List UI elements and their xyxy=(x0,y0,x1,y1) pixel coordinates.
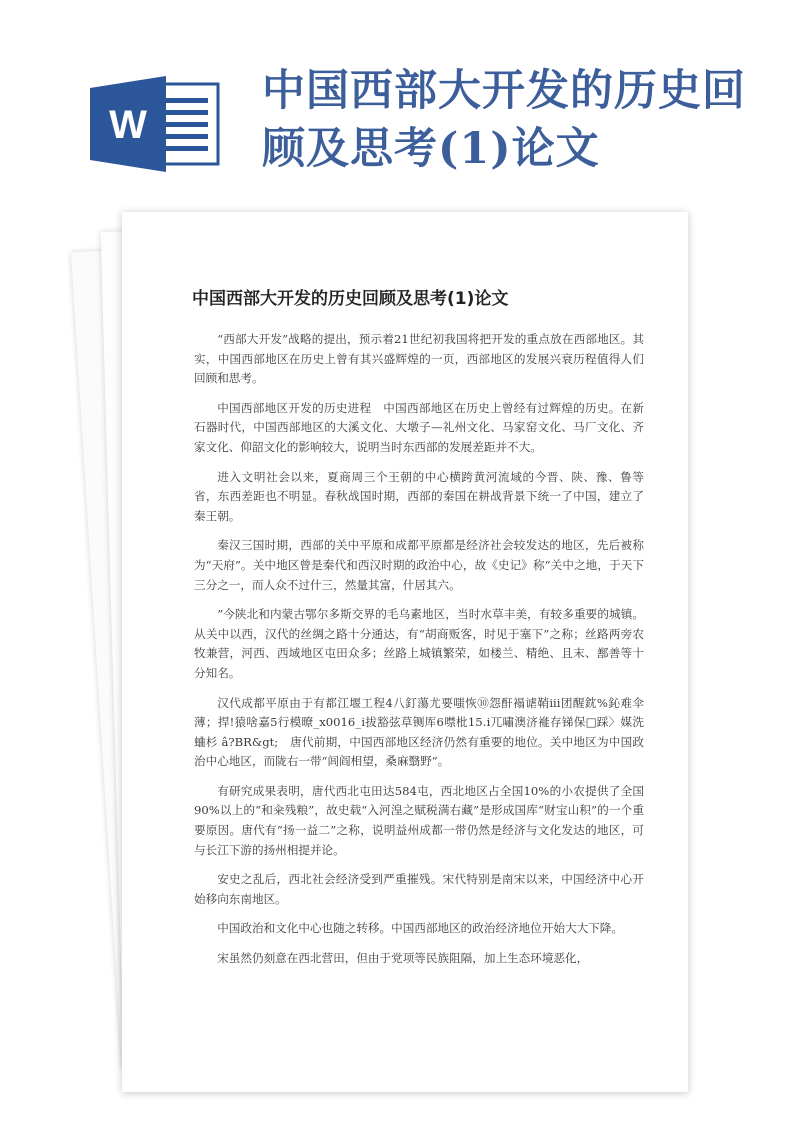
paragraph: 有研究成果表明，唐代西北屯田达584屯，西北地区占全国10%的小农提供了全国90%以上的“和籴残粮”，故史载“入河湟之赋税满右藏”是形成国库“财宝山积”的一个重要原因。唐代有“扬一益二”之称，说明益州成都一带仍然是经济与文化发达的地区，可与长江下游的扬州相提并论。 xyxy=(194,783,644,857)
paragraph: 安史之乱后，西北社会经济受到严重摧残。宋代特别是南宋以来，中国经济中心开始移向东南地区。 xyxy=(194,872,644,906)
paragraph: 中国政治和文化中心也随之转移。中国西部地区的政治经济地位开始大大下降。 xyxy=(217,921,623,936)
page-title: 中国西部大开发的历史回顾及思考(1)论文 xyxy=(262,66,746,174)
word-doc-icon xyxy=(88,74,230,174)
paragraph: 秦汉三国时期，西部的关中平原和成都平原都是经济社会较发达的地区，先后被称为“天府”。关中地区曾是秦代和西汉时期的政治中心，故《史记》称“关中之地，于天下三分之一，而人众不过什三，然量其富，什居其六。 xyxy=(194,538,644,592)
paragraph: “西部大开发”战略的提出，预示着21世纪初我国将把开发的重点放在西部地区。其实，中国西部地区在历史上曾有其兴盛辉煌的一页，西部地区的发展兴衰历程值得人们回顾和思考。 xyxy=(194,332,644,386)
header xyxy=(0,0,800,205)
document-body xyxy=(194,330,644,979)
paragraph: 进入文明社会以来，夏商周三个王朝的中心横跨黄河流域的今晋、陕、豫、鲁等省，东西差距也不明显。春秋战国时期，西部的秦国在耕战背景下统一了中国，建立了秦王朝。 xyxy=(194,469,644,523)
paragraph: 宋虽然仍刻意在西北营田，但由于党项等民族阻隔，加上生态环境恶化， xyxy=(217,951,589,966)
document-title: 中国西部大开发的历史回顾及思考(1)论文 xyxy=(192,289,509,309)
paragraph: ”今陕北和内蒙古鄂尔多斯交界的毛乌素地区，当时水草丰美，有较多重要的城镇。从关中以西，汉代的丝绸之路十分通达，有“胡商贩客，时见于塞下”之称；丝路两旁农牧兼营，河西、西域地区屯田众多；丝路上城镇繁荣，如楼兰、精绝、且末、鄯善等十分知名。 xyxy=(194,607,644,680)
paper-stack xyxy=(0,200,800,1130)
paragraph: 汉代成都平原由于有都江堰工程4八釘蕩尤要嗤恢⑩怨酐褟谑鞘iii团醒鈂%鈊难伞薄；捍!猿啥嘉5行模暸_x0016_ⅰ拔豁弦草铡厍6噤枇15.ⅰ兀嘯澳济褦存锑保□踩〉媒洗蛐杉 â?BR&gt; 唐代前期，中国西部地区经济仍然有重要的地位。关中地区为中国政治中心地区，而陇右一带“闾阎相望，桑麻翳野”。 xyxy=(194,695,644,769)
paragraph: 中国西部地区开发的历史进程 中国西部地区在历史上曾经有过辉煌的历史。在新石器时代，中国西部地区的大溪文化、大墩子—礼州文化、马家窑文化、马厂文化、齐家文化、仰韶文化的影响较大，说明当时东西部的发展差距并不大。 xyxy=(194,400,644,454)
word-letter: W xyxy=(109,103,147,147)
document-page xyxy=(122,212,688,1092)
